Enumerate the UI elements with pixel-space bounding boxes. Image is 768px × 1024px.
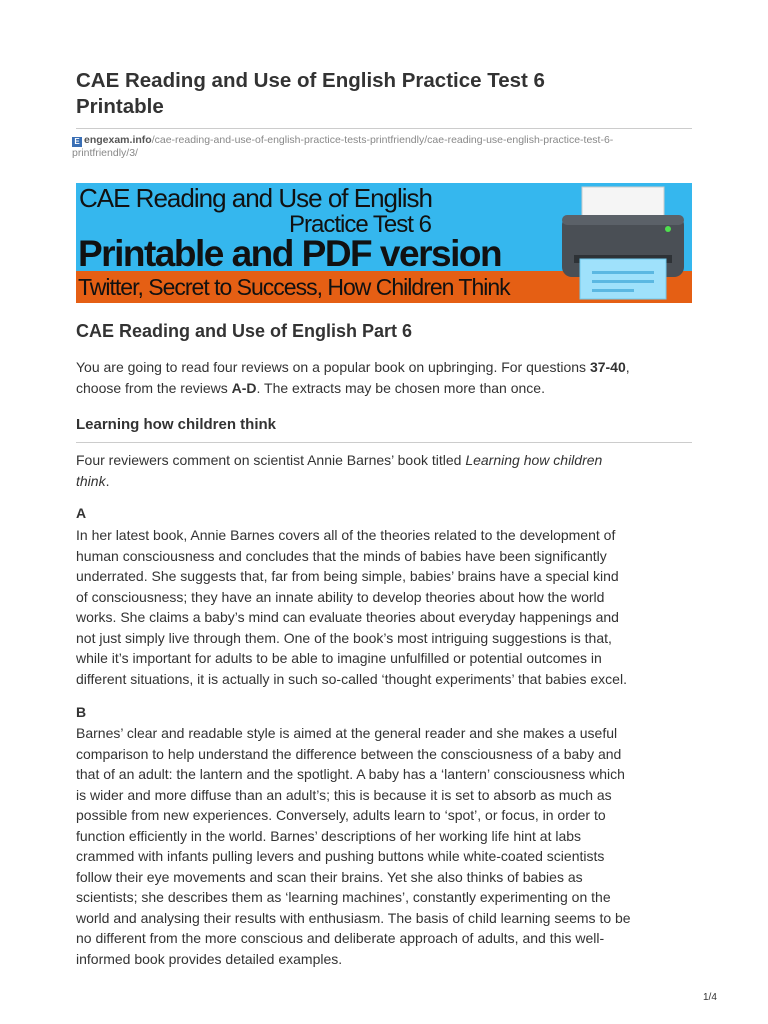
page-title-line1: CAE Reading and Use of English Practice Test 6 (76, 69, 545, 92)
review-b-line: possible from new experiences. Conversely, adults learn to ‘spot’, or focus, in order to (76, 807, 606, 823)
review-b-line: function efficiently in the world. Barnes’ descriptions of her working life hint at labs (76, 827, 582, 844)
page-number: 1/4 (703, 992, 717, 1003)
instructions-text (76, 357, 692, 398)
article-divider (76, 442, 692, 443)
review-b-line: follow their eye movements and scan their brains. Yet she also thinks of babies as (76, 868, 583, 885)
article-intro-line1: Four reviewers comment on scientist Annie Barnes’ book titled (76, 452, 466, 468)
source-domain[interactable]: engexam.info (84, 134, 152, 146)
printer-icon (560, 185, 686, 301)
book-title-part2: think (76, 472, 106, 489)
instructions-comma: , (625, 359, 630, 375)
review-b-line: that of an adult: the lantern and the spotlight. A baby has a ‘lantern’ consciousness which (76, 766, 625, 782)
review-a-line: while it’s important for adults to be able to imagine unfulfilled or potential outcomes in (76, 650, 602, 666)
review-b-line: is wider and more diffuse than an adult’s; this is because it is set to absorb as much as (76, 786, 612, 803)
article-intro-end: . (105, 472, 110, 489)
page-title-line2: Printable (76, 95, 164, 118)
source-url[interactable] (72, 134, 692, 160)
review-a-line: of consciousness; they have an innate ability to develop theories about how the world (76, 588, 605, 605)
review-a-line: human consciousness and concludes that the minds of babies have been significantly (76, 547, 607, 564)
review-b-line: world and analysing their results with enthusiasm. The basis of child learning seems to be (76, 909, 631, 926)
review-a-line: not just simply live through them. One of the book’s most intriguing suggestions is that, (76, 629, 612, 646)
review-a-line: underrated. She suggests that, far from being simple, babies’ brains have a special kind (76, 568, 619, 584)
review-b-line: no different from the more conscious and deliberate approach of adults, and this well- (76, 930, 605, 946)
banner-line2: Practice Test 6 (289, 211, 431, 238)
divider (76, 128, 692, 129)
review-b-letter: B (76, 704, 87, 720)
source-path-line2[interactable]: printfriendly/3/ (72, 147, 138, 159)
review-b-line: scientists; she describes them as ‘learning machines’, constantly experimenting on the (76, 889, 611, 905)
review-b-text (76, 723, 692, 969)
review-a-line: different situations, it is actually in such so-called ‘thought experiments’ that babies excel. (76, 670, 627, 687)
instructions-line1: You are going to read four reviews on a popular book on upbringing. For questions (76, 359, 590, 375)
book-title-part1: Learning how children (465, 452, 603, 468)
reviews-range: A-D (231, 379, 257, 396)
banner-line3: Printable and PDF version (78, 233, 502, 274)
page-title (76, 68, 692, 120)
banner-image (76, 183, 692, 303)
banner-line4: Twitter, Secret to Success, How Children Think (78, 274, 510, 300)
review-b-line: Barnes’ clear and readable style is aimed at the general reader and she makes a useful (76, 725, 618, 741)
review-a-letter: A (76, 505, 87, 521)
article-heading: Learning how children think (76, 416, 277, 433)
review-a-line: works. She claims a baby’s mind can evaluate theories about everyday happenings and (76, 609, 619, 625)
instructions-line2-end: . The extracts may be chosen more than once. (256, 379, 545, 396)
section-heading: CAE Reading and Use of English Part 6 (76, 321, 413, 341)
review-b-line: crammed with infants pulling levers and pushing buttons while white-coated scientists (76, 848, 605, 864)
review-b-line: comparison to help understand the difference between the consciousness of a baby and (76, 745, 622, 762)
banner-line1: CAE Reading and Use of English (79, 183, 433, 213)
engexam-logo-icon: E (72, 137, 82, 147)
question-range: 37-40 (589, 359, 626, 375)
source-path-line1[interactable]: /cae-reading-and-use-of-english-practice-tests-printfriendly/cae-reading-use-english-practice-test-6- (151, 134, 614, 146)
instructions-line2: choose from the reviews (76, 379, 232, 396)
review-b-line: informed book provides detailed examples. (76, 950, 343, 967)
review-a-text (76, 525, 692, 689)
review-a-line: In her latest book, Annie Barnes covers all of the theories related to the development of (76, 527, 616, 543)
article-intro (76, 450, 692, 491)
